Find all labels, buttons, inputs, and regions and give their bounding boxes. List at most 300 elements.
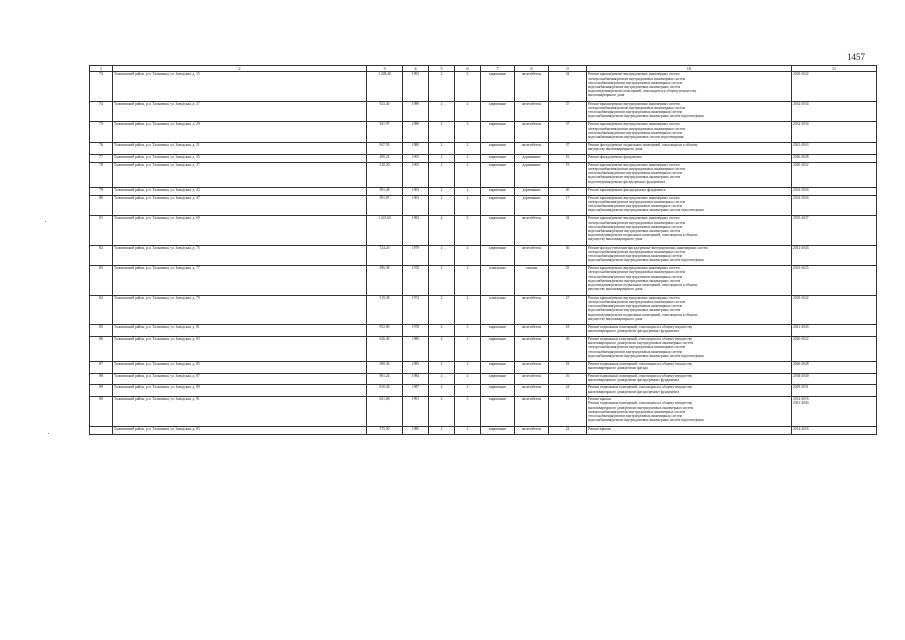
year-built-cell: 1986 — [403, 336, 429, 361]
planned-period: 2020-2022 — [793, 336, 809, 341]
planned-period-cell — [792, 101, 877, 122]
repair-work-line: теплоснабжения/ремонт внутридомовых инженерных систем — [588, 130, 682, 135]
repair-work-line: водоснабжения/ремонт внутридомовых инженерных систем — [588, 85, 681, 89]
row-number-cell: 76 — [90, 142, 113, 154]
table-row — [90, 325, 877, 337]
planned-period: 2020-2022 — [793, 162, 809, 167]
repair-work-line: Ремонт фасада/ремонт подвальных помещений, относящихся к общему — [588, 142, 698, 147]
floors-cell: 2 — [429, 122, 455, 143]
planned-period-cell — [792, 397, 877, 426]
wall-material-cell: панельные — [481, 295, 515, 324]
planned-period-cell — [792, 325, 877, 337]
page-number: 1457 — [847, 52, 865, 62]
row-number-cell: 85 — [90, 325, 113, 337]
wall-material-cell: кирпичные — [481, 216, 515, 245]
area-cell: 901,24 — [367, 373, 403, 385]
row-number-cell — [90, 426, 113, 434]
repair-works-cell — [587, 336, 792, 361]
repair-work-line: многоквартирного дома/ремонт фасада/ремонт фундамента — [588, 329, 680, 334]
table-row — [90, 385, 877, 397]
repair-work-line: Ремонт фасада/ремонт фундамента — [588, 154, 642, 159]
repair-works-cell — [587, 426, 792, 434]
planned-period: 2029-2031 — [793, 385, 809, 390]
area-cell: 952,80 — [367, 325, 403, 337]
repair-work-line: электроснабжения/ремонт внутридомовых инженерных систем — [588, 105, 686, 110]
wall-material-cell: кирпичные — [481, 361, 515, 373]
row-number-cell: 86 — [90, 336, 113, 361]
floors-cell: 2 — [429, 336, 455, 361]
area-cell: 610,44 — [367, 385, 403, 397]
repair-work-line: электроснабжения/ремонт внутридомовых инженерных систем — [588, 249, 686, 254]
floor-material-cell: железобетон — [515, 426, 549, 434]
apartments-cell: 36 — [549, 245, 587, 266]
repair-work-line: водоотведения/ремонт подвальных помещений, относящихся к общему — [588, 312, 698, 317]
floors-cell: 2 — [429, 101, 455, 122]
entrances-cell: 2 — [455, 336, 481, 361]
planned-period: 2032-2034 — [793, 122, 809, 127]
repair-works-cell — [587, 122, 792, 143]
repair-work-line: Ремонт крыши/ремонт внутридомовых инженерных систем — [588, 295, 680, 300]
year-built-cell: 1980 — [403, 122, 429, 143]
area-cell: 296,38 — [367, 266, 403, 295]
repair-work-line: имуществу многоквартирного дома — [588, 316, 643, 321]
planned-period-cell — [792, 195, 877, 216]
planned-period-cell — [792, 187, 877, 195]
address-cell: Тальменский район, р.п. Тальменка, ул. Заводская, д. 91 — [113, 397, 367, 426]
apartments-cell: 35 — [549, 266, 587, 295]
floor-material-cell: железобетон — [515, 336, 549, 361]
column-number-2: 2 — [113, 66, 367, 72]
planned-period-cell — [792, 162, 877, 187]
planned-period: 2032-2034 — [793, 187, 809, 192]
entrances-cell: 2 — [455, 187, 481, 195]
floor-material-cell: железобетон — [515, 295, 549, 324]
wall-material-cell: кирпичные — [481, 336, 515, 361]
repair-work-line: имуществу многоквартирного дома — [588, 237, 643, 242]
repair-work-line: теплоснабжения/ремонт внутридомовых инженерных систем — [588, 224, 682, 229]
table-row — [90, 122, 877, 143]
repair-work-line: электроснабжения/ремонт внутридомовых инженерных систем — [588, 199, 686, 204]
year-built-cell: 1963 — [403, 187, 429, 195]
planned-period: 2041-2043 — [793, 245, 809, 250]
address-cell: Тальменский район, р.п. Тальменка, ул. Заводская, д. 79 — [113, 295, 367, 324]
floors-cell: 2 — [429, 295, 455, 324]
apartments-cell: 18 — [549, 325, 587, 337]
entrances-cell: 2 — [455, 245, 481, 266]
repair-work-line: Ремонт крыши/ремонт внутридомовых инженерных систем — [588, 122, 680, 127]
address-cell: Тальменский район, р.п. Тальменка, ул. Заводская, д. 93 — [113, 426, 367, 434]
row-number-cell: 89 — [90, 385, 113, 397]
row-number-cell: 77 — [90, 154, 113, 162]
apartments-cell: 15 — [549, 397, 587, 426]
year-built-cell: 1965 — [403, 154, 429, 162]
address-cell: Тальменский район, р.п. Тальменка, ул. Заводская, д. 87 — [113, 373, 367, 385]
floor-material-cell: деревянные — [515, 187, 549, 195]
entrances-cell: 2 — [455, 361, 481, 373]
row-number-cell: 84 — [90, 295, 113, 324]
planned-period-cell — [792, 373, 877, 385]
entrances-cell: 2 — [455, 195, 481, 216]
apartments-cell: 19 — [549, 162, 587, 187]
repair-work-line: водоснабжения/ремонт внутридомовых инженерных систем — [588, 228, 681, 233]
repair-works-cell — [587, 162, 792, 187]
repair-works-cell — [587, 142, 792, 154]
repair-work-line: многоквартирного дома/ремонт внутридомовых инженерных систем — [588, 341, 694, 346]
apartments-cell: 37 — [549, 142, 587, 154]
year-built-cell: 1993 — [403, 72, 429, 101]
address-cell: Тальменский район, р.п. Тальменка, ул. Заводская, д. 85 — [113, 361, 367, 373]
wall-material-cell: кирпичные — [481, 245, 515, 266]
address-cell: Тальменский район, р.п. Тальменка, ул. Заводская, д. 27 — [113, 101, 367, 122]
repair-work-line: Ремонт крыши/ремонт внутридомовых инженерных систем — [588, 72, 680, 77]
column-number-6: 6 — [455, 66, 481, 72]
wall-material-cell: кирпичные — [481, 101, 515, 122]
repair-work-line: теплоснабжения/ремонт внутридомовых инженерных систем — [588, 414, 682, 419]
repair-work-line: электроснабжения/ремонт внутридомовых инженерных систем — [588, 270, 686, 275]
planned-period-cell — [792, 361, 877, 373]
wall-material-cell: кирпичные — [481, 397, 515, 426]
table-row — [90, 361, 877, 373]
planned-period: 2041-2043 — [793, 401, 809, 406]
entrances-cell: 3 — [455, 72, 481, 101]
repair-work-line: водоснабжения/ремонт внутридомовых систем водоотведения — [588, 134, 684, 139]
repair-works-cell — [587, 397, 792, 426]
year-built-cell: 1991 — [403, 397, 429, 426]
floor-material-cell: железобетон — [515, 142, 549, 154]
repair-work-line: теплоснабжения/ремонт внутридомовых инженерных систем — [588, 171, 682, 176]
repair-work-line: Ремонт подвальных помещений, относящихся к общему имуществу — [588, 401, 693, 406]
repair-works-cell — [587, 154, 792, 162]
repair-work-line: Ремонт крыши/ремонт внутридомовых инженерных систем — [588, 216, 680, 221]
repair-work-line: Ремонт подвальных помещений, относящихся к общему имуществу — [588, 373, 693, 378]
column-number-8: 8 — [515, 66, 549, 72]
table-row — [90, 397, 877, 426]
planned-period-cell — [792, 266, 877, 295]
planned-period: 2035-2037 — [793, 216, 809, 221]
floors-cell: 2 — [429, 373, 455, 385]
housing-repair-register-table — [89, 65, 877, 435]
year-built-cell: 1987 — [403, 385, 429, 397]
planned-period: 2041-2043 — [793, 142, 809, 147]
repair-work-line: электроснабжения/ремонт внутридомовых инженерных систем — [588, 126, 686, 131]
floor-material-cell: деревянные — [515, 195, 549, 216]
row-number-cell: 87 — [90, 361, 113, 373]
floor-material-cell: железобетон — [515, 325, 549, 337]
repair-work-line: Ремонт крыши/ремонт внутридомовых инженерных систем — [588, 101, 680, 106]
wall-material-cell: кирпичные — [481, 122, 515, 143]
row-number-cell: 74 — [90, 101, 113, 122]
apartments-cell: 27 — [549, 295, 587, 324]
repair-work-line: Ремонт фасада/утепление фасада/ремонт внутридомовых инженерных систем — [588, 245, 708, 250]
column-number-5: 5 — [429, 66, 455, 72]
planned-period-cell — [792, 245, 877, 266]
table-row — [90, 154, 877, 162]
apartments-cell: 37 — [549, 101, 587, 122]
planned-period-cell — [792, 72, 877, 101]
floors-cell: 2 — [429, 195, 455, 216]
wall-material-cell: кирпичные — [481, 187, 515, 195]
apartments-cell: 16 — [549, 373, 587, 385]
entrances-cell: 2 — [455, 154, 481, 162]
repair-work-line: электроснабжения/ремонт внутридомовых инженерных систем — [588, 220, 686, 225]
repair-work-line: теплоснабжения/ремонт внутридомовых инженерных систем — [588, 110, 682, 115]
floor-material-cell: железобетон — [515, 373, 549, 385]
floor-material-cell: железобетон — [515, 216, 549, 245]
floor-material-cell: железобетон — [515, 101, 549, 122]
repair-work-line: электроснабжения/ремонт внутридомовых инженерных систем — [588, 345, 686, 350]
repair-works-cell — [587, 187, 792, 195]
address-cell: Тальменский район, р.п. Тальменка, ул. Заводская, д. 37 — [113, 162, 367, 187]
year-built-cell: 1984 — [403, 373, 429, 385]
area-cell: 591,48 — [367, 187, 403, 195]
table-row — [90, 295, 877, 324]
address-cell: Тальменский район, р.п. Тальменка, ул. Заводская, д. 89 — [113, 385, 367, 397]
year-built-cell: 1974 — [403, 295, 429, 324]
repair-work-line: многоквартирного дома/ремонт фасада/ремонт фундамента — [588, 377, 680, 382]
floor-material-cell: железобетон — [515, 397, 549, 426]
repair-work-line: многоквартирного дома/ремонт фасада — [588, 366, 648, 371]
year-built-cell: 1965 — [403, 162, 429, 187]
floor-material-cell: железобетон — [515, 245, 549, 266]
repair-work-line: теплоснабжения/ремонт внутридомовых инженерных систем — [588, 349, 682, 354]
planned-period: 2014-2016 — [793, 397, 809, 402]
repair-works-cell — [587, 266, 792, 295]
table-row — [90, 426, 877, 434]
year-built-cell: 1978 — [403, 325, 429, 337]
floor-material-cell: железобетон — [515, 72, 549, 101]
row-number-cell: 82 — [90, 245, 113, 266]
area-cell: 1 241,60 — [367, 216, 403, 245]
row-number-cell: 75 — [90, 122, 113, 143]
apartments-cell: 26 — [549, 336, 587, 361]
repair-work-line: теплоснабжения/ремонт внутридомовых инженерных систем — [588, 204, 682, 209]
repair-work-line: Ремонт подвальных помещений, относящихся к общему имуществу — [588, 361, 693, 366]
area-cell: 631,08 — [367, 397, 403, 426]
address-cell: Тальменский район, р.п. Тальменка, ул. Заводская, д. 75 — [113, 245, 367, 266]
wall-material-cell: кирпичные — [481, 142, 515, 154]
repair-work-line: многоквартирного дома/ремонт фасада/ремонт фундамента — [588, 389, 680, 394]
repair-works-cell — [587, 245, 792, 266]
planned-period-cell — [792, 295, 877, 324]
wall-material-cell: кирпичные — [481, 325, 515, 337]
floors-cell: 2 — [429, 325, 455, 337]
floors-cell: 2 — [429, 154, 455, 162]
row-number-cell: 83 — [90, 266, 113, 295]
repair-works-cell — [587, 325, 792, 337]
area-cell: 626,40 — [367, 336, 403, 361]
row-number-cell: 78 — [90, 162, 113, 187]
repair-work-line: водоснабжения/ремонт внутридомовых инженерных систем водоотведения — [588, 114, 704, 119]
column-number-11: 11 — [792, 66, 877, 72]
address-cell: Тальменский район, р.п. Тальменка, ул. Заводская, д. 47 — [113, 195, 367, 216]
table-row — [90, 187, 877, 195]
repair-works-cell — [587, 361, 792, 373]
repair-work-line: теплоснабжения/ремонт внутридомовых инженерных систем — [588, 80, 682, 85]
repair-work-line: водоснабжения/ремонт внутридомовых инженерных систем — [588, 175, 681, 180]
repair-work-line: водоотведения/ремонт фасада/ремонт фундамента — [588, 179, 666, 184]
entrances-cell: 2 — [455, 385, 481, 397]
entrances-cell: 2 — [455, 162, 481, 187]
repair-work-line: электроснабжения/ремонт внутридомовых инженерных систем — [588, 409, 686, 414]
repair-work-line: электроснабжения/ремонт внутридомовых инженерных систем — [588, 76, 686, 81]
entrances-cell: 3 — [455, 397, 481, 426]
apartments-cell: 17 — [549, 195, 587, 216]
row-number-cell: 88 — [90, 373, 113, 385]
planned-period-cell — [792, 122, 877, 143]
apartments-cell: 24 — [549, 426, 587, 434]
floors-cell: 2 — [429, 426, 455, 434]
column-number-1: 1 — [90, 66, 113, 72]
planned-period: 2020-2022 — [793, 72, 809, 77]
column-number-3: 3 — [367, 66, 403, 72]
year-built-cell: 1982 — [403, 216, 429, 245]
repair-works-cell — [587, 101, 792, 122]
floor-material-cell: деревянные — [515, 154, 549, 162]
year-built-cell: 1963 — [403, 195, 429, 216]
repair-work-line: Ремонт подвальных помещений, относящихся к общему имуществу — [588, 385, 693, 390]
repair-work-line: Ремонт крыши/ремонт внутридомовых инженерных систем — [588, 162, 680, 167]
repair-work-line: Ремонт крыши/ремонт фасада/ремонт фундамента — [588, 187, 666, 192]
address-cell: Тальменский район, р.п. Тальменка, ул. Заводская, д. 35 — [113, 154, 367, 162]
scan-speck — [48, 433, 49, 434]
entrances-cell: 2 — [455, 373, 481, 385]
wall-material-cell: кирпичные — [481, 162, 515, 187]
planned-period: 2014-2016 — [793, 426, 809, 431]
wall-material-cell: кирпичные — [481, 195, 515, 216]
repair-works-cell — [587, 373, 792, 385]
entrances-cell: 2 — [455, 101, 481, 122]
repair-work-line: теплоснабжения/ремонт внутридомовых инженерных систем — [588, 274, 682, 279]
area-cell: 591,87 — [367, 195, 403, 216]
planned-period: 2032-2034 — [793, 195, 809, 200]
scan-speck — [45, 221, 46, 222]
planned-period: 2032-2034 — [793, 101, 809, 106]
planned-period: 2026-2028 — [793, 361, 809, 366]
repair-work-line: водоотведения/ремонт подвальных помещений, относящихся к общему — [588, 283, 698, 288]
planned-period: 2026-2028 — [793, 154, 809, 159]
table-row — [90, 216, 877, 245]
repair-work-line: многоквартирного дома/ремонт внутридомовых инженерных систем — [588, 405, 694, 410]
table-row — [90, 101, 877, 122]
planned-period: 2038-2040 — [793, 373, 809, 378]
repair-work-line: имуществу многоквартирного дома — [588, 147, 643, 152]
row-number-cell: 90 — [90, 397, 113, 426]
address-cell: Тальменский район, р.п. Тальменка, ул. Заводская, д. 69 — [113, 216, 367, 245]
floors-cell: 2 — [429, 245, 455, 266]
floor-material-cell: смешан — [515, 266, 549, 295]
apartments-cell: 24 — [549, 385, 587, 397]
entrances-cell: 2 — [455, 426, 481, 434]
wall-material-cell: кирпичные — [481, 154, 515, 162]
table-row — [90, 245, 877, 266]
area-cell: 489,22 — [367, 154, 403, 162]
planned-period-cell — [792, 142, 877, 154]
floors-cell: 2 — [429, 72, 455, 101]
wall-material-cell: кирпичные — [481, 373, 515, 385]
area-cell: 923,40 — [367, 101, 403, 122]
repair-work-line: электроснабжения/ремонт внутридомовых инженерных систем — [588, 166, 686, 171]
area-cell: 580,36 — [367, 361, 403, 373]
entrances-cell: 2 — [455, 295, 481, 324]
year-built-cell: 1980 — [403, 142, 429, 154]
year-built-cell: 1978 — [403, 266, 429, 295]
year-built-cell: 1985 — [403, 361, 429, 373]
table-row — [90, 195, 877, 216]
table-row — [90, 162, 877, 187]
entrances-cell: 2 — [455, 266, 481, 295]
wall-material-cell: панельные — [481, 266, 515, 295]
row-number-cell: 79 — [90, 187, 113, 195]
address-cell: Тальменский район, р.п. Тальменка, ул. Заводская, д. 29 — [113, 122, 367, 143]
apartments-cell: 16 — [549, 154, 587, 162]
floors-cell: 2 — [429, 142, 455, 154]
apartments-cell: 37 — [549, 122, 587, 143]
repair-works-cell — [587, 385, 792, 397]
repair-work-line: электроснабжения/ремонт внутридомовых инженерных систем — [588, 299, 686, 304]
entrances-cell: 2 — [455, 142, 481, 154]
wall-material-cell: кирпичные — [481, 72, 515, 101]
apartments-cell: 18 — [549, 361, 587, 373]
apartments-cell: 20 — [549, 187, 587, 195]
address-cell: Тальменский район, р.п. Тальменка, ул. Заводская, д. 83 — [113, 336, 367, 361]
planned-period-cell — [792, 385, 877, 397]
floors-cell: 2 — [429, 162, 455, 187]
planned-period: 2020-2022 — [793, 295, 809, 300]
repair-work-line: водоснабжения/ремонт внутридомовых инженерных систем водоотведения — [588, 258, 704, 263]
repair-work-line: Ремонт крыши — [588, 426, 611, 431]
area-cell: 947,59 — [367, 142, 403, 154]
repair-works-cell — [587, 195, 792, 216]
floors-cell: 2 — [429, 385, 455, 397]
repair-work-line: Ремонт крыши/ремонт внутридомовых инженерных систем — [588, 266, 680, 271]
entrances-cell: 3 — [455, 216, 481, 245]
repair-work-line: водоснабжения/ремонт внутридомовых инженерных систем водоотведения — [588, 418, 704, 423]
area-cell: 724,20 — [367, 245, 403, 266]
area-cell: 519,38 — [367, 295, 403, 324]
repair-work-line: водоотведения/ремонт подвальных помещений, относящихся к общему — [588, 233, 698, 238]
table-body — [90, 72, 877, 434]
year-built-cell: 1989 — [403, 101, 429, 122]
planned-period-cell — [792, 216, 877, 245]
year-built-cell: 1985 — [403, 426, 429, 434]
column-number-10: 10 — [587, 66, 792, 72]
address-cell: Тальменский район, р.п. Тальменка, ул. Заводская, д. 15 — [113, 72, 367, 101]
apartments-cell: 34 — [549, 216, 587, 245]
table-row — [90, 373, 877, 385]
floors-cell: 2 — [429, 397, 455, 426]
entrances-cell: 3 — [455, 122, 481, 143]
row-number-cell: 81 — [90, 216, 113, 245]
repair-work-line: водоснабжения/ремонт внутридомовых инженерных систем водоотведения — [588, 353, 704, 358]
planned-period-cell — [792, 336, 877, 361]
floor-material-cell: деревянные — [515, 162, 549, 187]
planned-period-cell — [792, 154, 877, 162]
floors-cell: 2 — [429, 361, 455, 373]
planned-period: 2041-2043 — [793, 325, 809, 330]
entrances-cell: 3 — [455, 325, 481, 337]
year-built-cell: 1979 — [403, 245, 429, 266]
repair-work-line: водоснабжения/ремонт внутридомовых инженерных систем водоотведения — [588, 208, 704, 213]
repair-work-line: теплоснабжения/ремонт внутридомовых инженерных систем — [588, 304, 682, 309]
floor-material-cell: железобетон — [515, 361, 549, 373]
repair-work-line: Ремонт крыши — [588, 397, 611, 402]
address-cell: Тальменский район, р.п. Тальменка, ул. Заводская, д. 31 — [113, 142, 367, 154]
address-cell: Тальменский район, р.п. Тальменка, ул. Заводская, д. 77 — [113, 266, 367, 295]
repair-work-line: водоотведения/ремонт помещений, относящихся к общему имуществу — [588, 89, 697, 94]
area-cell: 941,97 — [367, 122, 403, 143]
column-number-9: 9 — [549, 66, 587, 72]
wall-material-cell: кирпичные — [481, 426, 515, 434]
